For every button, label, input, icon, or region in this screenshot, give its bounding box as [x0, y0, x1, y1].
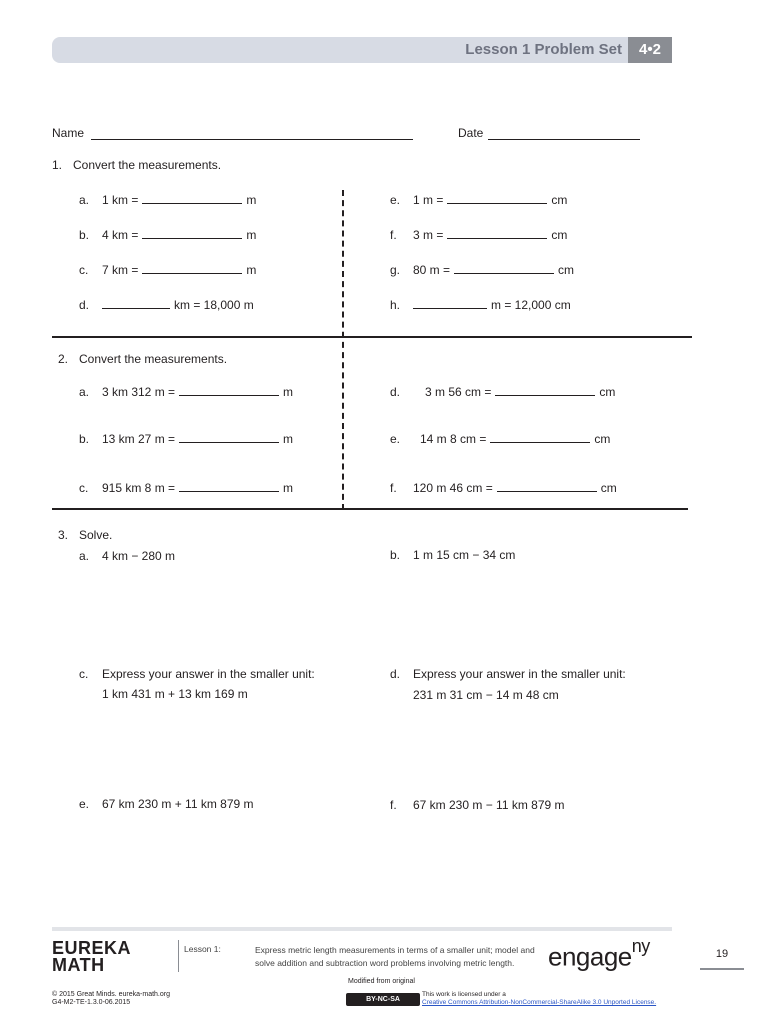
item-letter: e.: [79, 797, 90, 811]
item-expression: 1 m 15 cm − 34 cm: [413, 548, 516, 562]
page-number: 19: [700, 948, 744, 970]
item-letter: f.: [390, 798, 397, 812]
answer-blank[interactable]: [179, 432, 279, 443]
item-instruction: Express your answer in the smaller unit:: [413, 667, 626, 681]
item-text: 1 m =: [413, 193, 444, 207]
item-letter: b.: [79, 432, 90, 446]
lesson-description: Express metric length measurements in terms of a smaller unit; model and solve addition and subtraction word problems involving metric length.: [255, 945, 535, 968]
q1-item-e: [390, 193, 567, 207]
item-letter: b.: [79, 228, 90, 242]
item-text: 1 km =: [102, 193, 139, 207]
q1-item-h: [390, 298, 571, 312]
q3-item-e: [79, 797, 254, 811]
item-text: 3 m =: [413, 228, 444, 242]
answer-blank[interactable]: [454, 263, 554, 274]
answer-blank[interactable]: [495, 385, 595, 396]
item-text: 3 m 56 cm =: [425, 385, 492, 399]
item-text: 13 km 27 m =: [102, 432, 176, 446]
item-text: 4 km =: [102, 228, 139, 242]
item-unit: cm: [551, 193, 568, 207]
lesson-label: Lesson 1:: [184, 944, 221, 954]
modified-note: Modified from original: [348, 978, 415, 985]
q2-item-f: [390, 481, 617, 495]
item-unit: cm: [551, 228, 568, 242]
item-unit: m: [246, 228, 257, 242]
header-bar: [52, 37, 672, 63]
q3-item-c-expression: 1 km 431 m + 13 km 169 m: [102, 687, 248, 701]
license-text: This work is licensed under a: [422, 991, 506, 998]
q3-item-c: [79, 667, 315, 681]
answer-blank[interactable]: [102, 298, 170, 309]
q1-item-a: [79, 193, 256, 207]
q1-number: 1.: [52, 158, 63, 172]
eureka-math-logo: [52, 940, 131, 974]
item-letter: a.: [79, 549, 90, 563]
q3-number: 3.: [58, 528, 69, 542]
q2-prompt: Convert the measurements.: [79, 352, 228, 366]
item-letter: c.: [79, 263, 89, 277]
item-text: 80 m =: [413, 263, 451, 277]
item-text: 3 km 312 m =: [102, 385, 176, 399]
item-unit: cm: [558, 263, 575, 277]
q1-item-b: [79, 228, 256, 242]
answer-blank[interactable]: [490, 432, 590, 443]
footer-divider: [178, 940, 179, 972]
item-letter: g.: [390, 263, 401, 277]
cc-license-icon: BY-NC-SA: [366, 996, 400, 1003]
ny-superscript: ny: [631, 936, 650, 956]
answer-blank[interactable]: [447, 193, 547, 204]
item-letter: e.: [390, 193, 401, 207]
answer-blank[interactable]: [447, 228, 547, 239]
q2-number: 2.: [58, 352, 69, 366]
answer-blank[interactable]: [179, 385, 279, 396]
item-unit: m = 12,000 cm: [491, 298, 571, 312]
item-text: 7 km =: [102, 263, 139, 277]
name-field[interactable]: [91, 127, 413, 140]
document-code: G4-M2-TE-1.3.0-06.2015: [52, 999, 131, 1006]
item-unit: m: [283, 481, 294, 495]
copyright-text: © 2015 Great Minds. eureka-math.org: [52, 991, 170, 998]
item-text: 915 km 8 m =: [102, 481, 176, 495]
answer-blank[interactable]: [179, 481, 279, 492]
q3-item-d: [390, 667, 626, 681]
engage-word: engage: [548, 941, 632, 972]
name-label: Name: [52, 126, 85, 140]
q1-item-d: [79, 298, 254, 312]
item-unit: cm: [599, 385, 616, 399]
answer-blank[interactable]: [497, 481, 597, 492]
item-unit: km = 18,000 m: [174, 298, 254, 312]
item-letter: a.: [79, 385, 90, 399]
date-label: Date: [458, 126, 484, 140]
q3-item-b: [390, 548, 515, 562]
date-field[interactable]: [488, 127, 640, 140]
logo-line-2: MATH: [52, 955, 105, 975]
q2-item-c: [79, 481, 293, 495]
item-expression: 67 km 230 m − 11 km 879 m: [413, 798, 565, 812]
q2-item-e: [390, 432, 610, 446]
item-letter: c.: [79, 481, 89, 495]
item-unit: m: [283, 432, 294, 446]
item-text: 120 m 46 cm =: [413, 481, 493, 495]
footer-band: [52, 927, 672, 931]
item-letter: d.: [79, 298, 90, 312]
item-unit: m: [283, 385, 294, 399]
section-divider-2: [52, 508, 688, 510]
logo-line-1: EUREKA: [52, 938, 132, 958]
q3-item-f: [390, 798, 565, 812]
item-unit: m: [246, 193, 257, 207]
q3-item-d-expression: 231 m 31 cm − 14 m 48 cm: [413, 688, 559, 702]
q1-item-g: [390, 263, 574, 277]
item-letter: a.: [79, 193, 90, 207]
q3-item-a: [79, 549, 175, 563]
answer-blank[interactable]: [413, 298, 487, 309]
item-letter: f.: [390, 481, 397, 495]
q1-prompt: Convert the measurements.: [73, 158, 222, 172]
q2-item-b: [79, 432, 293, 446]
item-letter: d.: [390, 385, 401, 399]
item-letter: f.: [390, 228, 397, 242]
item-letter: h.: [390, 298, 401, 312]
license-link[interactable]: Creative Commons Attribution-NonCommercial-ShareAlike 3.0 Unported License.: [422, 999, 657, 1006]
item-letter: d.: [390, 667, 401, 681]
q1-item-f: [390, 228, 567, 242]
item-letter: b.: [390, 548, 401, 562]
answer-blank[interactable]: [142, 193, 242, 204]
item-text: 14 m 8 cm =: [420, 432, 487, 446]
answer-blank[interactable]: [142, 228, 242, 239]
q1-item-c: [79, 263, 256, 277]
engage-ny-logo: [548, 936, 650, 973]
item-expression: 4 km − 280 m: [102, 549, 176, 563]
lesson-title: Lesson 1 Problem Set: [465, 41, 622, 58]
answer-blank[interactable]: [142, 263, 242, 274]
q3-prompt: Solve.: [79, 528, 113, 542]
section-divider-1: [52, 336, 692, 338]
q2-item-d: [390, 385, 615, 399]
q2-item-a: [79, 385, 293, 399]
item-unit: cm: [594, 432, 611, 446]
item-unit: cm: [600, 481, 617, 495]
item-expression: 67 km 230 m + 11 km 879 m: [102, 797, 254, 811]
item-instruction: Express your answer in the smaller unit:: [102, 667, 315, 681]
column-divider: [342, 190, 344, 510]
item-unit: m: [246, 263, 257, 277]
item-letter: c.: [79, 667, 89, 681]
grade-module-badge: 4•2: [628, 37, 672, 63]
item-letter: e.: [390, 432, 401, 446]
cc-license-badge: [346, 993, 420, 1006]
